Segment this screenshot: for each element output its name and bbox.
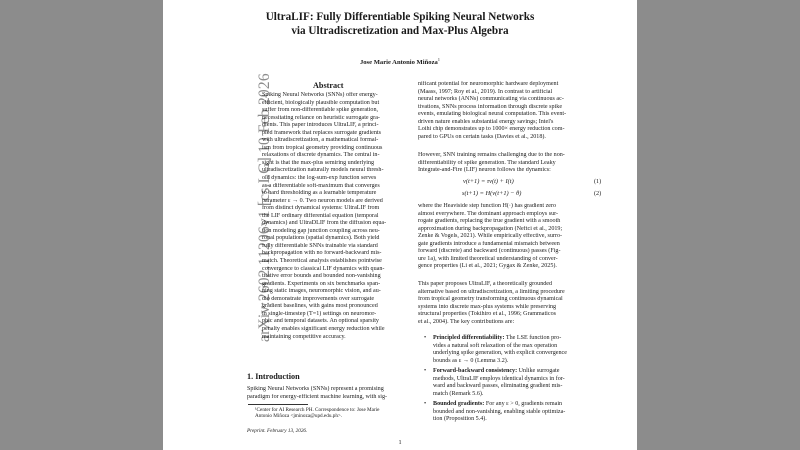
paragraph-line: structural properties (Tokihiro et al., 1996; Grammaticos [418, 311, 556, 318]
paragraph-line: rogate gradients, replacing the true gradient with a smooth [418, 218, 561, 225]
equation-1-number: (1) [594, 178, 602, 185]
paragraph-line: tivations, SNNs process information through discrete spike [418, 103, 563, 110]
paragraph-line: (Maass, 1997; Roy et al., 2019). In contrast to artificial [418, 88, 553, 95]
contribution-text: Unlike surrogate [518, 368, 560, 375]
paragraph-line: nificant potential for neuromorphic hardware deployment [418, 81, 559, 87]
abstract-line: ning static images, neuromorphic vision, and au- [262, 288, 381, 295]
abstract-line: from distinct dynamical systems: UltraLIF from [262, 205, 380, 212]
abstract-line: backpropagation with no forward-backward mis- [262, 250, 382, 257]
paragraph-line: from tropical geometry transforming continuous dynamical [418, 296, 563, 303]
abstract-line: parameter ε → 0. Two neuron models are derived [262, 197, 383, 204]
contribution-text: bounded and non-vanishing, enabling stable optimiza- [433, 408, 566, 415]
preprint-label: Preprint. February 13, 2026. [247, 428, 308, 434]
title-line-1: UltraLIF: Fully Differentiable Spiking Neural Networks [265, 11, 535, 23]
intro-paragraph-2 [418, 152, 602, 175]
introduction-heading: 1. Introduction [247, 372, 300, 381]
abstract-line: efficient, biologically plausible computation but [262, 99, 380, 106]
abstract-line: match. Theoretical analysis establishes pointwise [262, 258, 382, 265]
equation-2-number: (2) [594, 190, 602, 197]
contribution-text: underlying spike generation, with explicit convergence [433, 350, 567, 357]
paragraph-line: et al., 2004). The key contributions are: [418, 318, 515, 325]
contribution-text: tion (Proposition 5.4). [433, 416, 487, 423]
abstract-line: with ultradiscretization, a mathematical formal- [262, 137, 379, 144]
abstract-line: Spiking Neural Networks (SNNs) offer energy- [262, 92, 378, 98]
footnote-line: ¹Center for AI Research PH. Correspondence to: Jose Marie [255, 407, 380, 413]
intro-paragraph-4 [418, 281, 602, 326]
abstract-line: old dynamics: the log-sum-exp function serves [262, 175, 377, 182]
contribution-text: match (Remark 5.6). [433, 390, 484, 397]
paragraph-line: differentiability of spike generation. The standard Leaky [418, 159, 556, 166]
paragraph-line: alternative based on ultradiscretization, a limiting procedure [418, 288, 565, 295]
paragraph-line: neural networks (ANNs) communicating via continuous ac- [418, 96, 564, 103]
paragraph-line: Zenke & Vogels, 2021). While empirically effective, surro- [418, 233, 563, 240]
abstract-line: necessitating reliance on heuristic surrogate gra- [262, 114, 380, 121]
contributions-list [422, 335, 602, 427]
paragraph-line: Integrate-and-Fire (LIF) neuron follows the dynamics: [418, 167, 551, 174]
contribution-text: methods, UltraLIF employs identical dynamics in for- [433, 375, 565, 382]
paragraph-line: where the Heaviside step function H(·) has gradient zero [418, 203, 557, 209]
abstract-line: as a differentiable soft-maximum that converges [262, 182, 380, 189]
footnote-rule [248, 404, 308, 405]
abstract-heading: Abstract [313, 81, 344, 90]
paragraph-line: This paper proposes UltraLIF, a theoretically grounded [418, 281, 553, 287]
contribution-item [422, 368, 602, 398]
abstract-line: gradients. Experiments on six benchmarks span- [262, 280, 381, 287]
paragraph-line: driven nature enables substantial energy savings; Intel's [418, 118, 554, 125]
abstract-line: fully differentiable SNNs trainable via standard [262, 242, 378, 249]
contribution-text: bounds as ε → 0 (Lemma 3.2). [433, 357, 509, 364]
abstract-line: ronal populations (spatial dynamics). Both yield [262, 235, 380, 242]
intro-line: Spiking Neural Networks (SNNs) represent a promising [247, 386, 384, 392]
abstract-line: pled framework that replaces surrogate gradients [262, 129, 381, 136]
abstract-line: gradient baselines, with gains most pronounced [262, 303, 378, 310]
paragraph-line: events, emulating biological neural computation. This event- [418, 111, 567, 118]
contribution-label: Principled differentiability: [433, 335, 505, 341]
contribution-item [422, 335, 602, 365]
paragraph-line: pared to GPUs on certain tasks (Davies et al., 2018). [418, 133, 546, 140]
contribution-label: Forward-backward consistency: [433, 368, 518, 375]
contribution-text: For any ε > 0, gradients remain [485, 401, 563, 408]
abstract-line: in single-timestep (T=1) settings on neuromor- [262, 310, 377, 317]
intro-paragraph-3 [418, 203, 602, 271]
paragraph-line: However, SNN training remains challenging due to the non- [418, 152, 565, 158]
paragraph-line: gence properties (Li et al., 2021; Gygax & Zenke, 2025). [418, 263, 557, 270]
abstract-line: relaxations of discrete dynamics. The central in- [262, 152, 380, 159]
abstract-line: to hard thresholding as a learnable temperature [262, 190, 377, 197]
paragraph-line: ure 1a), with limited theoretical understanding of conver- [418, 255, 558, 262]
abstract-line: dio demonstrate improvements over surrogate [262, 295, 375, 302]
paragraph-line: gate gradients introduce a fundamental mismatch between [418, 240, 560, 247]
intro-line: paradigm for energy-efficient machine learning, with sig- [247, 393, 388, 400]
paragraph-line: systems into discrete max-plus systems while preserving [418, 303, 557, 310]
abstract-line: dynamics) and UltraDLIF from the diffusion equa- [262, 220, 387, 227]
author-name: Jose Marie Antonio Miñoza [359, 59, 438, 67]
author-line [163, 57, 637, 66]
footnote [255, 407, 427, 420]
contribution-label: Bounded gradients: [433, 401, 485, 408]
arxiv-margin-stamp: arXiv:2602.11206v1 [cs.LG] 10 Feb 2026 [256, 73, 273, 342]
contribution-text: vides a natural soft relaxation of the max operation [433, 342, 558, 349]
title-line-2: via Ultradiscretization and Max-Plus Algebra [291, 25, 509, 37]
introduction-body [247, 386, 427, 401]
contribution-text: ward and backward passes, eliminating gradient mis- [433, 383, 563, 390]
equation-1: v(t+1) = τv(t) + I(t) [463, 178, 514, 185]
abstract-line: ultradiscretization naturally models neural thresh- [262, 167, 384, 174]
author-affiliation-mark: 1 [437, 57, 441, 62]
abstract-line: the LIF ordinary differential equation (temporal [262, 212, 379, 219]
abstract-line: titative error bounds and bounded non-vanishing [262, 273, 381, 280]
abstract-line: tion modeling gap junction coupling across neu- [262, 227, 380, 234]
paper-title [163, 10, 637, 38]
abstract-line: suffer from non-differentiable spike generation, [262, 107, 379, 114]
abstract-line: sight is that the max-plus semiring underlying [262, 159, 375, 166]
abstract-body [262, 92, 411, 341]
abstract-line: phic and temporal datasets. An optional sparsity [262, 318, 379, 325]
paragraph-line: almost everywhere. The dominant approach employs sur- [418, 210, 559, 217]
contribution-text: The LSE function pro- [505, 335, 562, 341]
paper-page [163, 0, 637, 450]
abstract-line: penalty enables significant energy reduction while [262, 325, 385, 332]
abstract-line: ism from tropical geometry providing continuous [262, 144, 383, 151]
equation-2: s(t+1) = H(v(t+1) − θ) [462, 190, 522, 197]
paragraph-line: forward (discrete) and backward (continuous) passes (Fig- [418, 248, 561, 255]
abstract-line: dients. This paper introduces UltraLIF, a princi- [262, 122, 379, 129]
page-number: 1 [398, 439, 402, 446]
footnote-line: Antonio Miñoza <jminoza@upd.edu.ph>. [255, 413, 343, 420]
paragraph-line: Loihi chip demonstrates up to 1000× energy reduction com- [418, 126, 565, 133]
abstract-line: convergence to classical LIF dynamics with quan- [262, 265, 385, 272]
paragraph-line: approximation during backpropagation (Neftci et al., 2019; [418, 225, 563, 232]
intro-paragraph-1 [418, 81, 602, 141]
abstract-line: maintaining competitive accuracy. [262, 333, 346, 340]
contribution-item [422, 401, 602, 424]
